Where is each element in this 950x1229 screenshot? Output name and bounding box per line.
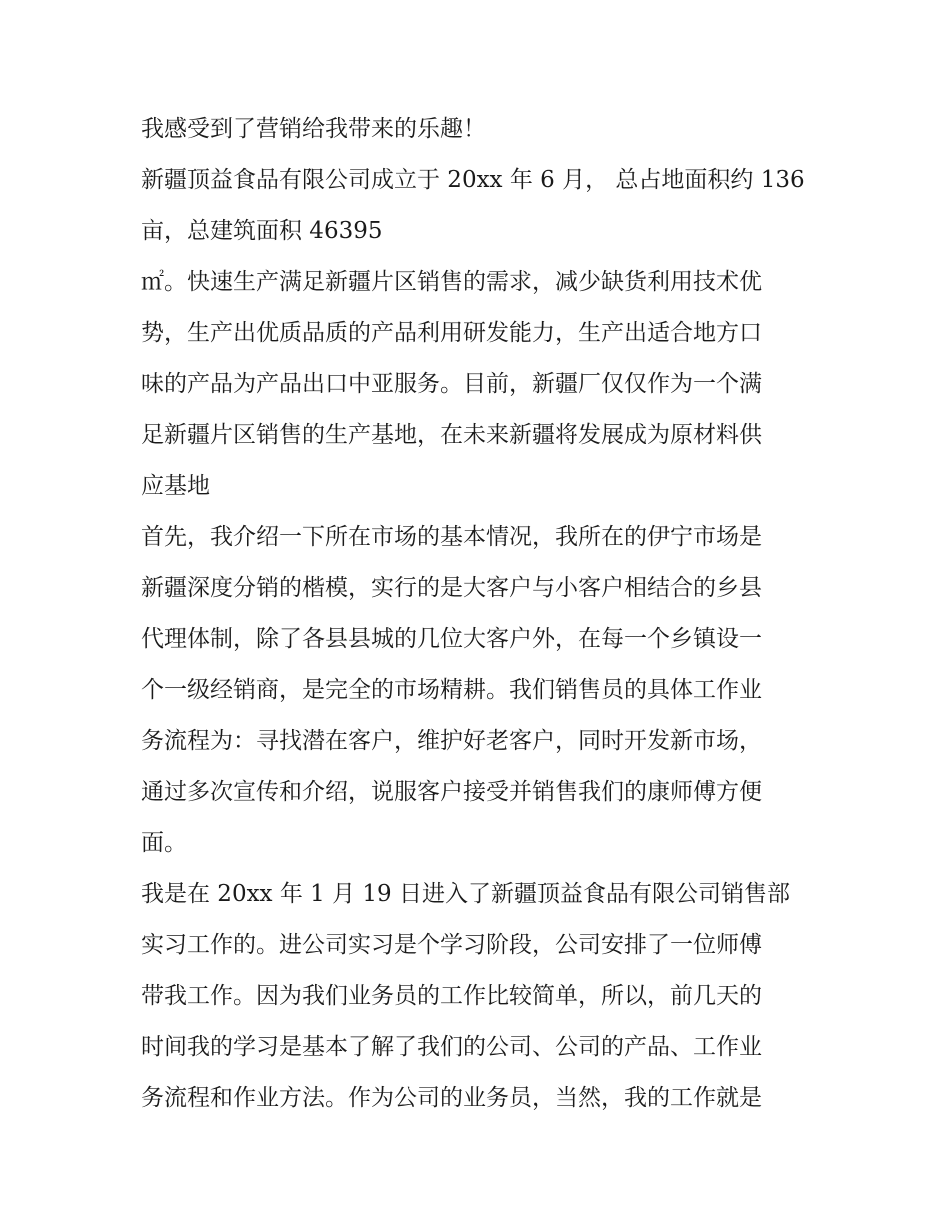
text-line: 新疆顶益食品有限公司成立于 20xx 年 6 月， 总占地面积约 136	[141, 167, 805, 193]
text-line: 应基地	[141, 473, 210, 499]
text-line: 务流程为：寻找潜在客户，维护好老客户，同时开发新市场，	[141, 728, 762, 754]
text-line: 带我工作。因为我们业务员的工作比较简单，所以，前几天的	[141, 983, 762, 1009]
text-line: 首先，我介绍一下所在市场的基本情况，我所在的伊宁市场是	[141, 524, 762, 550]
text-line: 通过多次宣传和介绍，说服客户接受并销售我们的康师傅方便	[141, 779, 762, 805]
text-line: 我是在 20xx 年 1 月 19 日进入了新疆顶益食品有限公司销售部	[141, 881, 790, 907]
text-line: 足新疆片区销售的生产基地，在未来新疆将发展成为原材料供	[141, 422, 762, 448]
text-line: 实习工作的。进公司实习是个学习阶段，公司安排了一位师傅	[141, 932, 762, 958]
text-line: 势，生产出优质品质的产品利用研发能力，生产出适合地方口	[141, 320, 762, 346]
text-line: 亩，总建筑面积 46395	[141, 218, 383, 244]
text-line: 我感受到了营销给我带来的乐趣！	[141, 116, 486, 142]
text-line: ㎡。快速生产满足新疆片区销售的需求，减少缺货利用技术优	[141, 269, 762, 295]
text-line: 新疆深度分销的楷模，实行的是大客户与小客户相结合的乡县	[141, 575, 762, 601]
text-line: 务流程和作业方法。作为公司的业务员，当然，我的工作就是	[141, 1085, 762, 1111]
text-line: 味的产品为产品出口中亚服务。目前，新疆厂仅仅作为一个满	[141, 371, 762, 397]
text-line: 个一级经销商，是完全的市场精耕。我们销售员的具体工作业	[141, 677, 762, 703]
body-text	[141, 104, 821, 1124]
text-line: 面。	[141, 830, 187, 856]
text-line: 代理体制，除了各县县城的几位大客户外，在每一个乡镇设一	[141, 626, 762, 652]
text-line: 时间我的学习是基本了解了我们的公司、公司的产品、工作业	[141, 1034, 762, 1060]
